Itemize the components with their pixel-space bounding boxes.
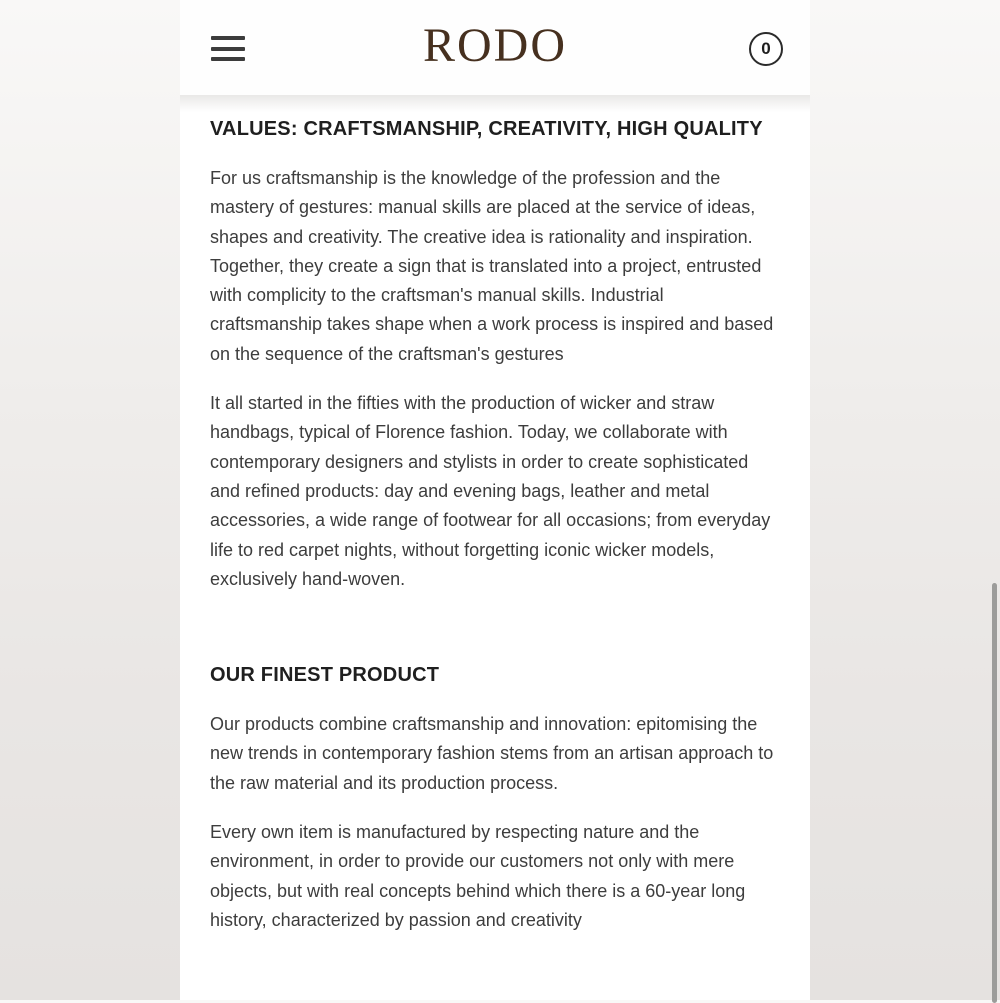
- finest-product-paragraph-1: Our products combine craftsmanship and innovation: epitomising the new trends in contemporary fashion stems from an artisan approach to the raw material and its production process.: [210, 714, 774, 793]
- values-paragraph-1: For us craftsmanship is the knowledge of the profession and the mastery of gestures: manual skills are placed at the service of ideas, shapes and creativity. The creative idea is rationality and inspiration. Together, they create a sign that is translated into a project, entrusted with complicity to the craftsman's manual skills. Industrial craftsmanship takes shape when a work process is inspired and based on the sequence of the craftsman's gestures: [210, 168, 774, 364]
- finest-product-section-heading: OUR FINEST PRODUCT: [210, 664, 440, 687]
- cart-count-badge: 0: [761, 39, 771, 58]
- scrollbar-thumb[interactable]: [992, 583, 997, 1003]
- header-shadow-divider: [180, 95, 810, 112]
- values-section-heading: VALUES: CRAFTSMANSHIP, CREATIVITY, HIGH QUALITY: [210, 118, 763, 140]
- values-paragraph-2: It all started in the fifties with the production of wicker and straw handbags, typical of Florence fashion. Today, we collaborate with contemporary designers and stylists in order to create sophisticated and refined products: day and evening bags, leather and metal accessories, a wide range of footwear for all occasions; from everyday life to red carpet nights, without forgetting iconic wicker models, exclusively hand-woven.: [210, 393, 771, 589]
- page-content: [180, 114, 810, 935]
- finest-product-paragraph-2: Every own item is manufactured by respecting nature and the environment, in order to provide our customers not only with mere objects, but with real concepts behind which there is a 60-year long history, characterized by passion and creativity: [210, 822, 746, 930]
- page-card: [180, 0, 810, 1000]
- site-header: [180, 0, 810, 95]
- hamburger-menu-icon[interactable]: [211, 36, 245, 61]
- cart-counter-icon[interactable]: [749, 32, 783, 66]
- brand-logo[interactable]: RODO: [422, 19, 568, 72]
